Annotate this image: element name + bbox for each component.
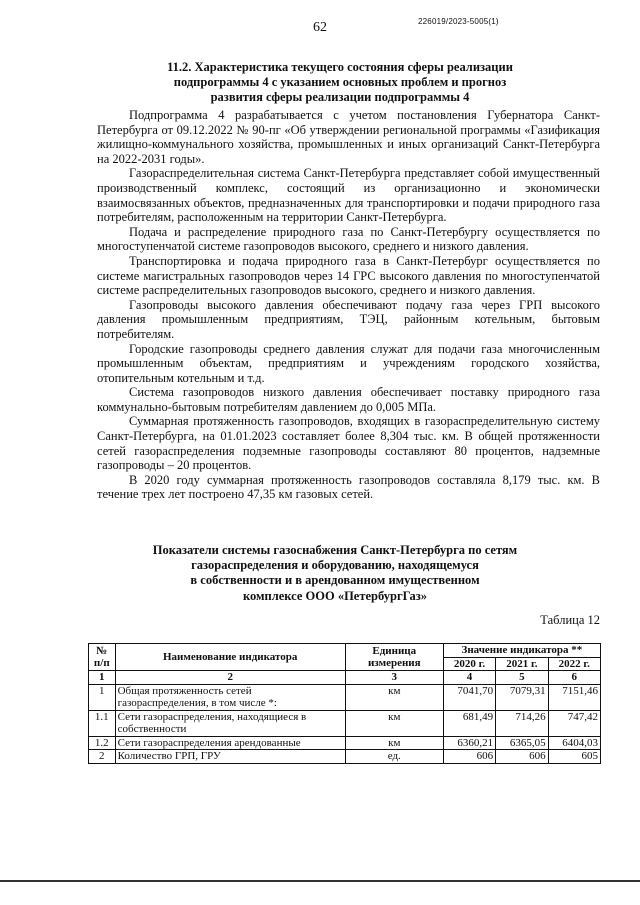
table-row <box>89 684 601 710</box>
header-year: 2021 г. <box>496 657 548 671</box>
index-cell: 3 <box>345 671 443 685</box>
header-num: № п/п <box>89 644 116 671</box>
row-num: 2 <box>89 750 116 764</box>
row-value-2022: 6404,03 <box>548 736 600 750</box>
index-cell: 2 <box>115 671 345 685</box>
paragraph: Газопроводы высокого давления обеспечивают подачу газа через ГРП высокого давления промышленным предприятиям, ТЭЦ, районным котельным, бытовым потребителям. <box>97 297 600 341</box>
header-year: 2022 г. <box>548 657 600 671</box>
section-heading-line: подпрограммы 4 с указанием основных проблем и прогноз <box>173 75 507 89</box>
row-unit: км <box>345 736 443 750</box>
paragraph: Городские газопроводы среднего давления служат для подачи газа многочисленным промышленным объектам, предприятиям и учреждениям городского хозяйства, отопительным котельным и т.д. <box>97 341 600 385</box>
row-value-2021: 714,26 <box>496 710 548 736</box>
table-title-line: комплексе ООО «ПетербургГаз» <box>242 588 428 603</box>
row-num: 1 <box>89 684 116 710</box>
header-value-group: Значение индикатора ** <box>443 644 600 658</box>
row-value-2021: 7079,31 <box>496 684 548 710</box>
row-name: Количество ГРП, ГРУ <box>115 750 345 764</box>
row-value-2020: 606 <box>443 750 495 764</box>
row-value-2022: 7151,46 <box>548 684 600 710</box>
header-unit: Единица измерения <box>345 644 443 671</box>
paragraph: Газораспределительная система Санкт-Петербурга представляет собой имущественный производственный комплекс, состоящий из организационно и экономически взаимосвязанных объектов, предназначенных для транспортировки и подачи природного газа потребителям, расположенным на территории Санкт-Петербурга. <box>97 166 600 225</box>
row-value-2020: 6360,21 <box>443 736 495 750</box>
page-bottom-rule <box>0 880 640 882</box>
row-name: Общая протяженность сетей газораспределения, в том числе *: <box>115 684 345 710</box>
row-name: Сети газораспределения арендованные <box>115 736 345 750</box>
row-unit: км <box>345 684 443 710</box>
table-header-row <box>89 644 601 658</box>
section-heading-line: развития сферы реализации подпрограммы 4 <box>210 90 470 104</box>
paragraph: Транспортировка и подача природного газа в Санкт-Петербург осуществляется по системе магистральных газопроводов через 14 ГРС высокого давления по многоступенчатой системе распределительных газопроводов высокого, среднего и низкого давления. <box>97 253 600 298</box>
row-num: 1.1 <box>89 710 116 736</box>
index-cell: 1 <box>89 671 116 685</box>
table-title-line: в собственности и в арендованном имущественном <box>190 573 480 588</box>
table-label: Таблица 12 <box>540 613 600 627</box>
row-value-2022: 605 <box>548 750 600 764</box>
row-unit: км <box>345 710 443 736</box>
indicator-table <box>88 643 601 764</box>
index-cell: 6 <box>548 671 600 685</box>
paragraph: Система газопроводов низкого давления обеспечивает поставку природного газа коммунально-бытовым потребителям давлением до 0,005 МПа. <box>97 385 600 414</box>
index-cell: 5 <box>496 671 548 685</box>
paragraph: Суммарная протяженность газопроводов, входящих в газораспределительную систему Санкт-Петербурга, на 01.01.2023 составляет более 8,304 тыс. км. В общей протяженности сетей газораспределения подземные газопроводы составляют 80 процентов, надземные газопроводы – 20 процентов. <box>97 414 600 473</box>
row-value-2021: 606 <box>496 750 548 764</box>
table-index-row <box>89 671 601 685</box>
paragraph: Подпрограмма 4 разрабатывается с учетом постановления Губернатора Санкт-Петербурга от 09.12.2022 № 90-пг «Об утверждении региональной программы «Газификация жилищно-коммунального хозяйства, промышленных и иных организаций Санкт-Петербурга на 2022-2031 годы». <box>97 108 600 166</box>
header-year: 2020 г. <box>443 657 495 671</box>
section-body <box>97 108 600 502</box>
row-value-2020: 7041,70 <box>443 684 495 710</box>
paragraph: Подача и распределение природного газа по Санкт-Петербургу осуществляется по многоступенчатой системе газопроводов высокого, среднего и низкого давления. <box>97 224 600 254</box>
document-code: 226019/2023-5005(1) <box>418 17 499 26</box>
table-row <box>89 710 601 736</box>
section-heading <box>120 60 560 105</box>
row-unit: ед. <box>345 750 443 764</box>
row-num: 1.2 <box>89 736 116 750</box>
page-number: 62 <box>313 20 327 35</box>
table-title-line: Показатели системы газоснабжения Санкт-Петербурга по сетям <box>152 543 518 557</box>
row-value-2020: 681,49 <box>443 710 495 736</box>
row-value-2021: 6365,05 <box>496 736 548 750</box>
paragraph: В 2020 году суммарная протяженность газопроводов составляла 8,179 тыс. км. В течение трех лет построено 47,35 км газовых сетей. <box>97 472 600 502</box>
header-name: Наименование индикатора <box>115 644 345 671</box>
table-title-line: газораспределения и оборудованию, находящемуся <box>191 558 479 573</box>
index-cell: 4 <box>443 671 495 685</box>
table-row <box>89 750 601 764</box>
section-heading-line: 11.2. Характеристика текущего состояния сферы реализации <box>167 60 513 74</box>
table-title <box>150 543 520 604</box>
table-row <box>89 736 601 750</box>
row-value-2022: 747,42 <box>548 710 600 736</box>
row-name: Сети газораспределения, находящиеся в собственности <box>115 710 345 736</box>
